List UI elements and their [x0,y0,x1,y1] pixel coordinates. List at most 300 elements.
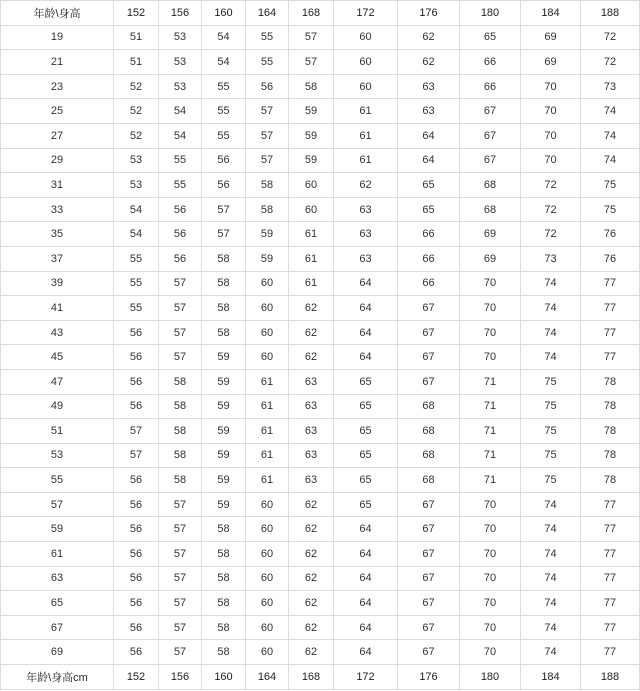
height-footer-cell: 172 [334,665,398,690]
weight-cell: 54 [202,25,246,50]
table-row [1,320,640,345]
weight-cell: 70 [460,542,521,567]
weight-cell: 67 [398,566,460,591]
table-row [1,99,640,124]
weight-cell: 64 [334,345,398,370]
weight-cell: 70 [460,640,521,665]
weight-cell: 62 [289,345,334,370]
weight-cell: 64 [334,591,398,616]
weight-cell: 59 [202,443,246,468]
weight-cell: 63 [289,443,334,468]
weight-cell: 63 [334,222,398,247]
weight-cell: 60 [246,517,289,542]
age-cell: 57 [1,492,114,517]
height-footer-cell: 180 [460,665,521,690]
weight-cell: 77 [581,271,640,296]
weight-cell: 77 [581,591,640,616]
weight-cell: 62 [289,542,334,567]
age-cell: 65 [1,591,114,616]
weight-cell: 69 [460,222,521,247]
weight-cell: 65 [398,173,460,198]
weight-cell: 78 [581,369,640,394]
age-cell: 59 [1,517,114,542]
table-row [1,468,640,493]
weight-cell: 73 [521,246,581,271]
weight-cell: 57 [202,222,246,247]
height-header-cell: 152 [114,1,159,26]
weight-cell: 65 [334,468,398,493]
age-cell: 53 [1,443,114,468]
weight-cell: 59 [202,369,246,394]
weight-cell: 74 [581,123,640,148]
height-footer-cell: 168 [289,665,334,690]
weight-cell: 60 [334,25,398,50]
weight-cell: 59 [289,123,334,148]
weight-cell: 57 [246,99,289,124]
weight-cell: 56 [114,517,159,542]
weight-cell: 57 [114,443,159,468]
weight-cell: 71 [460,419,521,444]
age-cell: 45 [1,345,114,370]
weight-cell: 56 [246,74,289,99]
weight-cell: 78 [581,419,640,444]
age-cell: 55 [1,468,114,493]
table-row [1,369,640,394]
weight-cell: 56 [159,222,202,247]
table-row [1,443,640,468]
weight-cell: 63 [398,74,460,99]
age-cell: 41 [1,296,114,321]
table-row [1,591,640,616]
weight-cell: 77 [581,320,640,345]
weight-cell: 74 [521,591,581,616]
weight-cell: 63 [334,246,398,271]
weight-cell: 67 [398,296,460,321]
weight-cell: 59 [246,222,289,247]
weight-cell: 56 [114,394,159,419]
age-cell: 49 [1,394,114,419]
weight-cell: 57 [159,542,202,567]
weight-cell: 54 [159,123,202,148]
table-row [1,640,640,665]
weight-cell: 59 [246,246,289,271]
weight-cell: 74 [521,566,581,591]
weight-cell: 56 [114,468,159,493]
age-cell: 19 [1,25,114,50]
weight-cell: 70 [460,345,521,370]
weight-cell: 77 [581,640,640,665]
weight-cell: 60 [246,591,289,616]
table-body [1,25,640,664]
height-footer-cell: 176 [398,665,460,690]
weight-cell: 55 [159,148,202,173]
weight-cell: 66 [398,246,460,271]
weight-cell: 62 [334,173,398,198]
weight-cell: 55 [202,123,246,148]
weight-cell: 64 [334,640,398,665]
weight-cell: 55 [114,296,159,321]
weight-cell: 67 [398,615,460,640]
weight-cell: 61 [246,468,289,493]
weight-cell: 58 [202,246,246,271]
weight-cell: 70 [521,123,581,148]
weight-cell: 67 [398,640,460,665]
weight-cell: 74 [521,492,581,517]
table-row [1,25,640,50]
weight-cell: 60 [246,542,289,567]
table-row [1,123,640,148]
weight-cell: 56 [202,173,246,198]
weight-cell: 58 [202,517,246,542]
weight-cell: 63 [334,197,398,222]
weight-cell: 73 [581,74,640,99]
weight-cell: 55 [202,74,246,99]
height-footer-cell: 152 [114,665,159,690]
weight-cell: 67 [460,123,521,148]
weight-cell: 61 [334,148,398,173]
weight-cell: 70 [460,615,521,640]
table-row [1,296,640,321]
weight-cell: 70 [460,492,521,517]
weight-cell: 64 [334,320,398,345]
height-footer-cell: 188 [581,665,640,690]
weight-cell: 57 [246,123,289,148]
weight-cell: 77 [581,542,640,567]
weight-cell: 75 [581,173,640,198]
weight-cell: 64 [398,148,460,173]
weight-cell: 71 [460,443,521,468]
weight-cell: 57 [159,345,202,370]
weight-cell: 56 [202,148,246,173]
weight-cell: 72 [521,222,581,247]
weight-cell: 56 [159,197,202,222]
weight-cell: 62 [289,640,334,665]
weight-cell: 67 [460,99,521,124]
weight-cell: 63 [289,369,334,394]
corner-footer-cell: 年龄\身高cm [1,665,114,690]
weight-cell: 74 [521,640,581,665]
weight-cell: 55 [246,50,289,75]
weight-cell: 58 [289,74,334,99]
weight-cell: 57 [159,320,202,345]
weight-cell: 61 [289,222,334,247]
weight-cell: 63 [289,419,334,444]
weight-cell: 66 [460,50,521,75]
age-cell: 61 [1,542,114,567]
weight-cell: 52 [114,123,159,148]
weight-cell: 56 [114,615,159,640]
table-row [1,222,640,247]
table-row [1,615,640,640]
weight-cell: 60 [289,197,334,222]
weight-cell: 61 [289,246,334,271]
weight-cell: 60 [246,640,289,665]
weight-cell: 77 [581,296,640,321]
weight-cell: 69 [521,50,581,75]
weight-cell: 78 [581,443,640,468]
weight-cell: 58 [202,271,246,296]
weight-cell: 58 [159,369,202,394]
weight-cell: 58 [202,296,246,321]
weight-cell: 61 [246,369,289,394]
weight-cell: 57 [159,640,202,665]
weight-cell: 61 [334,123,398,148]
weight-cell: 54 [159,99,202,124]
weight-cell: 61 [334,99,398,124]
table-row [1,50,640,75]
weight-cell: 63 [398,99,460,124]
weight-cell: 67 [398,492,460,517]
weight-cell: 55 [202,99,246,124]
weight-cell: 74 [521,542,581,567]
weight-cell: 66 [398,222,460,247]
weight-cell: 60 [334,74,398,99]
weight-cell: 53 [159,50,202,75]
weight-cell: 77 [581,492,640,517]
weight-cell: 72 [521,197,581,222]
weight-cell: 59 [289,99,334,124]
weight-cell: 52 [114,74,159,99]
weight-cell: 72 [521,173,581,198]
weight-cell: 78 [581,394,640,419]
weight-cell: 56 [114,640,159,665]
weight-cell: 65 [334,443,398,468]
weight-cell: 65 [398,197,460,222]
weight-cell: 70 [521,99,581,124]
weight-cell: 77 [581,517,640,542]
weight-cell: 62 [289,615,334,640]
weight-cell: 77 [581,615,640,640]
height-footer-cell: 156 [159,665,202,690]
weight-cell: 65 [334,394,398,419]
weight-cell: 70 [521,74,581,99]
weight-cell: 70 [460,320,521,345]
age-cell: 67 [1,615,114,640]
weight-cell: 58 [202,615,246,640]
weight-cell: 57 [159,296,202,321]
table-row [1,148,640,173]
weight-cell: 62 [289,296,334,321]
weight-cell: 72 [581,50,640,75]
weight-cell: 75 [581,197,640,222]
weight-cell: 59 [202,394,246,419]
weight-cell: 58 [202,640,246,665]
weight-cell: 58 [246,173,289,198]
weight-cell: 54 [202,50,246,75]
weight-cell: 60 [246,296,289,321]
age-cell: 47 [1,369,114,394]
weight-cell: 67 [398,517,460,542]
height-header-cell: 160 [202,1,246,26]
weight-cell: 53 [159,25,202,50]
weight-cell: 58 [246,197,289,222]
height-header-cell: 184 [521,1,581,26]
weight-cell: 65 [460,25,521,50]
weight-cell: 58 [159,419,202,444]
table-row [1,271,640,296]
age-cell: 43 [1,320,114,345]
age-cell: 29 [1,148,114,173]
weight-cell: 74 [521,517,581,542]
weight-cell: 57 [159,591,202,616]
table-row [1,394,640,419]
weight-cell: 58 [159,394,202,419]
weight-cell: 57 [289,25,334,50]
age-cell: 39 [1,271,114,296]
height-header-cell: 176 [398,1,460,26]
height-footer-cell: 184 [521,665,581,690]
weight-cell: 70 [460,517,521,542]
age-cell: 21 [1,50,114,75]
weight-cell: 59 [202,468,246,493]
weight-cell: 53 [159,74,202,99]
age-cell: 63 [1,566,114,591]
height-header-cell: 156 [159,1,202,26]
weight-cell: 57 [159,566,202,591]
weight-cell: 65 [334,419,398,444]
weight-cell: 63 [289,394,334,419]
weight-cell: 67 [398,345,460,370]
height-header-cell: 188 [581,1,640,26]
weight-cell: 60 [246,492,289,517]
weight-cell: 55 [114,246,159,271]
weight-cell: 68 [460,173,521,198]
weight-cell: 56 [114,369,159,394]
weight-cell: 62 [289,566,334,591]
weight-cell: 66 [398,271,460,296]
weight-cell: 75 [521,443,581,468]
weight-cell: 56 [114,566,159,591]
weight-cell: 70 [460,296,521,321]
weight-cell: 62 [289,492,334,517]
weight-cell: 62 [289,320,334,345]
weight-cell: 68 [398,394,460,419]
weight-cell: 67 [398,320,460,345]
weight-cell: 76 [581,246,640,271]
table-row [1,542,640,567]
weight-cell: 55 [159,173,202,198]
weight-cell: 62 [289,591,334,616]
weight-cell: 67 [398,369,460,394]
footer-row [1,665,640,690]
weight-cell: 74 [521,615,581,640]
weight-cell: 56 [114,320,159,345]
weight-cell: 71 [460,468,521,493]
weight-cell: 74 [521,271,581,296]
weight-cell: 65 [334,369,398,394]
weight-cell: 58 [202,320,246,345]
weight-cell: 56 [114,345,159,370]
table-row [1,492,640,517]
weight-cell: 57 [289,50,334,75]
weight-cell: 63 [289,468,334,493]
weight-cell: 67 [398,591,460,616]
weight-cell: 68 [398,419,460,444]
weight-cell: 51 [114,50,159,75]
weight-cell: 60 [246,345,289,370]
weight-cell: 74 [581,148,640,173]
weight-cell: 69 [521,25,581,50]
weight-cell: 64 [334,542,398,567]
weight-cell: 74 [521,345,581,370]
weight-cell: 75 [521,419,581,444]
weight-cell: 53 [114,148,159,173]
age-cell: 51 [1,419,114,444]
weight-cell: 54 [114,222,159,247]
age-cell: 25 [1,99,114,124]
weight-cell: 74 [581,99,640,124]
weight-cell: 64 [334,517,398,542]
weight-cell: 64 [334,566,398,591]
weight-cell: 57 [202,197,246,222]
weight-cell: 78 [581,468,640,493]
weight-cell: 64 [334,615,398,640]
table-row [1,173,640,198]
weight-cell: 58 [159,468,202,493]
age-cell: 23 [1,74,114,99]
weight-cell: 77 [581,566,640,591]
weight-cell: 57 [114,419,159,444]
age-cell: 35 [1,222,114,247]
corner-header-cell: 年龄\身高 [1,1,114,26]
weight-cell: 70 [521,148,581,173]
height-header-cell: 164 [246,1,289,26]
weight-cell: 74 [521,296,581,321]
weight-cell: 59 [202,419,246,444]
weight-cell: 67 [460,148,521,173]
weight-cell: 60 [246,320,289,345]
weight-cell: 74 [521,320,581,345]
weight-cell: 54 [114,197,159,222]
age-cell: 27 [1,123,114,148]
weight-cell: 71 [460,369,521,394]
weight-cell: 76 [581,222,640,247]
weight-cell: 68 [398,468,460,493]
weight-cell: 68 [398,443,460,468]
weight-cell: 60 [246,566,289,591]
weight-cell: 62 [398,50,460,75]
weight-cell: 59 [202,345,246,370]
weight-cell: 58 [202,591,246,616]
weight-cell: 64 [398,123,460,148]
weight-cell: 58 [159,443,202,468]
weight-cell: 55 [114,271,159,296]
weight-cell: 75 [521,394,581,419]
weight-cell: 64 [334,271,398,296]
weight-cell: 70 [460,271,521,296]
weight-cell: 56 [114,591,159,616]
weight-cell: 58 [202,566,246,591]
weight-cell: 57 [159,615,202,640]
weight-cell: 53 [114,173,159,198]
weight-cell: 61 [246,419,289,444]
weight-cell: 59 [289,148,334,173]
height-footer-cell: 160 [202,665,246,690]
table-row [1,517,640,542]
weight-cell: 52 [114,99,159,124]
table-row [1,345,640,370]
weight-cell: 60 [289,173,334,198]
weight-cell: 70 [460,591,521,616]
weight-cell: 70 [460,566,521,591]
header-row [1,1,640,26]
weight-cell: 72 [581,25,640,50]
weight-cell: 57 [159,517,202,542]
weight-cell: 64 [334,296,398,321]
weight-cell: 57 [246,148,289,173]
age-cell: 31 [1,173,114,198]
height-footer-cell: 164 [246,665,289,690]
